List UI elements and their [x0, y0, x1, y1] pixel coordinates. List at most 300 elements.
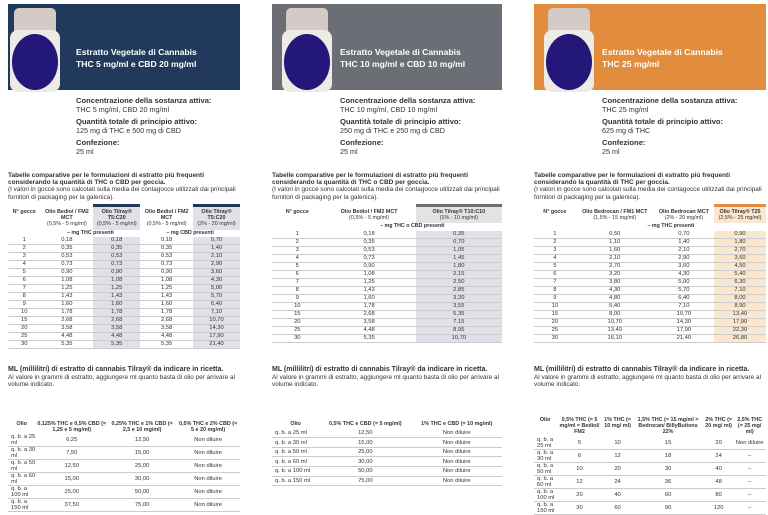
table-cell: 7,10	[714, 286, 766, 294]
table-cell: 7,10	[654, 302, 714, 310]
table-row	[272, 467, 502, 477]
table-cell: 17,90	[654, 326, 714, 334]
table-cell: 0,35	[416, 231, 502, 239]
table-row	[8, 499, 240, 512]
table-cell: Non diluire	[176, 434, 240, 447]
table-cell: 3,58	[323, 318, 416, 326]
ml-caption: ML (millilitri) di estratto di cannabis Tilray® da indicare in ricetta. Al valore in grammi di estratto, aggiungere ml quanto basta di olio per arrivare al volume indicato.	[272, 366, 499, 389]
table-cell: 1,43	[93, 292, 140, 300]
table-row	[8, 460, 240, 473]
table-cell: 0,50	[576, 231, 654, 239]
table-cell: Non diluire	[411, 476, 502, 486]
table-row	[8, 237, 240, 245]
bottle-image	[544, 8, 594, 92]
table-cell: 0,18	[93, 237, 140, 245]
table-cell: 4,30	[654, 270, 714, 278]
table-cell: 7	[272, 278, 323, 286]
table-cell: 60	[603, 501, 632, 514]
product-column-thc10-cbd10	[272, 0, 502, 492]
table-cell: 2,10	[576, 254, 654, 262]
table-cell: 10	[534, 302, 576, 310]
table-cell: 13,40	[576, 326, 654, 334]
table-cell: 8,00	[714, 294, 766, 302]
table-cell: 1,78	[140, 308, 193, 316]
table-cell: Non diluire	[411, 438, 502, 448]
table-row	[272, 438, 502, 448]
table-cell: 10	[8, 308, 40, 316]
table-cell: 0,70	[654, 231, 714, 239]
table-cell: 5,40	[576, 302, 654, 310]
table-row	[8, 332, 240, 340]
table-cell: 9	[8, 300, 40, 308]
table-cell: 5,00	[654, 278, 714, 286]
table-cell: 30	[8, 340, 40, 348]
table-cell: 17,90	[714, 318, 766, 326]
product-column-thc5-cbd20	[8, 0, 240, 512]
table-cell: q. b. a 30 ml	[8, 447, 35, 460]
table-cell: q. b. a 150 ml	[272, 476, 319, 486]
table-caption: Tabelle comparative per le formulazioni di estratto più frequenti considerando la quantità di THC per goccia. (I valori in gocce sono calcolati sulla media dei contagocce utilizzati dai principali fornitori di packaging per la galenica).	[534, 172, 762, 201]
table-row	[534, 310, 766, 318]
table-cell: 15,00	[319, 438, 411, 448]
table-cell: 2,68	[40, 316, 93, 324]
table-cell: 50,00	[108, 486, 176, 499]
table-cell: 1,43	[40, 292, 93, 300]
table-row	[534, 462, 766, 475]
ml-table: Olio 0,5% THC e CBD (= 5 mg/ml) 1% THC e CBD (= 10 mg/ml) q. b. a 25 ml 12,50 Non diluire q. b. a 30 ml 15,00 Non diluire q. b. a 50 ml 25,00 Non diluire q. b. a 60 ml 30,00 Non diluire q. b. a 100 ml 50,00 Non diluire q. b. a 150 ml 75,00 Non diluire	[272, 420, 502, 486]
table-cell: 25,00	[319, 447, 411, 457]
table-cell: 36	[632, 475, 704, 488]
table-row	[8, 292, 240, 300]
table-cell: 6,25	[35, 434, 108, 447]
table-cell: 12,50	[35, 460, 108, 473]
table-cell: 15	[8, 316, 40, 324]
table-cell: 8	[8, 292, 40, 300]
table-cell: 30	[632, 462, 704, 475]
table-cell: 30	[534, 334, 576, 342]
table-cell: 2	[8, 244, 40, 252]
ml-caption: ML (millilitri) di estratto di cannabis Tilray® da indicare in ricetta. Al valore in grammi di estratto, aggiungere ml quanto basta di olio per arrivare al volume indicato.	[8, 366, 235, 389]
table-cell: 12	[556, 475, 603, 488]
table-cell: 5,70	[193, 292, 240, 300]
table-cell: 2,10	[654, 246, 714, 254]
table-cell: 1,40	[654, 238, 714, 246]
table-cell: Non diluire	[733, 437, 766, 450]
table-cell: 1,60	[40, 300, 93, 308]
table-cell: q. b. a 100 ml	[8, 486, 35, 499]
table-caption: Tabelle comparative per le formulazioni di estratto più frequenti considerando la quantità di THC o CBD per goccia. (I valori in gocce sono calcolati sulla media dei contagocce utilizzati dai principali fornitori di packaging per la galenica).	[272, 172, 500, 201]
table-cell: 1,08	[93, 276, 140, 284]
table-cell: 3,58	[93, 324, 140, 332]
table-cell: 15	[632, 437, 704, 450]
table-cell: 5	[272, 262, 323, 270]
table-cell: 0,53	[323, 246, 416, 254]
table-row	[8, 447, 240, 460]
table-cell: 4,48	[40, 332, 93, 340]
table-cell: 6	[534, 270, 576, 278]
table-cell: 3,55	[416, 302, 502, 310]
table-cell: 1,78	[323, 302, 416, 310]
table-cell: Non diluire	[176, 460, 240, 473]
table-cell: 1,05	[416, 246, 502, 254]
table-cell: 8,90	[714, 302, 766, 310]
table-cell: 80	[704, 488, 733, 501]
table-row	[272, 278, 502, 286]
table-cell: 5,35	[140, 340, 193, 348]
table-row	[534, 270, 766, 278]
table-cell: 30	[556, 501, 603, 514]
table-cell: 5,40	[714, 270, 766, 278]
table-row	[272, 246, 502, 254]
table-cell: 1,60	[140, 300, 193, 308]
table-row	[272, 326, 502, 334]
table-row	[534, 326, 766, 334]
table-row	[8, 268, 240, 276]
table-row	[272, 428, 502, 438]
table-cell: 22,30	[714, 326, 766, 334]
table-cell: Non diluire	[176, 447, 240, 460]
table-cell: q. b. a 100 ml	[272, 467, 319, 477]
ml-table: Olio 0,5% THC (= 5 mg/ml = Bediol/ FM2 1% THC (= 10 mg/ ml) 1,5% THC (= 15 mg/ml = Bedrocan/ BillyBuitons 22% 2% THC (= 20 mg/ ml) 2,5% THC (= 25 mg/ ml) q. b. a 25 ml 5 10 15 20 Non diluire q. b. a 30 ml 6 12 18 24 – q. b. a 50 ml 10 20 30 40 – q. b. a 60 ml 12 24 36 48 – q. b. a 100 ml 20 40 60 80 – q. b. a 150 ml 30 60 90 120 –	[534, 416, 766, 515]
table-row	[272, 310, 502, 318]
table-cell: 10,70	[416, 334, 502, 342]
table-row	[272, 447, 502, 457]
table-cell: 20	[272, 318, 323, 326]
table-cell: 2,90	[193, 260, 240, 268]
product-info: Concentrazione della sostanza attiva: THC 10 mg/ml, CBD 10 mg/ml Quantità totale di principio attivo: 250 mg di THC e 250 mg di CBD Confezione: 25 ml	[340, 96, 476, 156]
table-cell: 6,40	[654, 294, 714, 302]
table-row	[534, 318, 766, 326]
table-cell: 8	[272, 286, 323, 294]
table-cell: –	[733, 475, 766, 488]
table-cell: 20	[534, 318, 576, 326]
table-cell: 5,00	[193, 284, 240, 292]
table-cell: 4	[272, 254, 323, 262]
table-cell: 50,00	[319, 467, 411, 477]
table-cell: 8,95	[416, 326, 502, 334]
bottle-image	[10, 8, 60, 92]
table-row	[272, 476, 502, 486]
table-cell: 1	[8, 237, 40, 245]
table-row	[534, 437, 766, 450]
table-row	[534, 231, 766, 239]
table-row	[534, 488, 766, 501]
table-cell: –	[733, 449, 766, 462]
table-cell: 0,35	[140, 244, 193, 252]
table-cell: 7,15	[416, 318, 502, 326]
table-cell: 2,90	[654, 254, 714, 262]
table-cell: 2,70	[576, 262, 654, 270]
table-cell: 24	[603, 475, 632, 488]
table-cell: 7,50	[35, 447, 108, 460]
table-cell: 30,00	[108, 473, 176, 486]
table-row	[534, 294, 766, 302]
table-cell: 75,00	[319, 476, 411, 486]
table-cell: 25,00	[35, 486, 108, 499]
table-cell: 15,00	[108, 447, 176, 460]
table-cell: 3,20	[416, 294, 502, 302]
table-cell: 21,40	[193, 340, 240, 348]
table-cell: 3	[272, 246, 323, 254]
table-cell: 12,50	[319, 428, 411, 438]
table-cell: 4	[8, 260, 40, 268]
table-cell: 1,25	[93, 284, 140, 292]
drops-table: N° gocce Olio Bediol / FM2 MCT (0,5% - 5 mg/ml) Olio Tilray® T10:C10 (1% - 10 mg/ml) – mg THC o CBD presenti 1 0,18 0,35 2 0,35 0,70 3 0,53 1,05 4 0,73 1,45 5 0,90 1,80 6 1,08 2,15 7 1,25 2,50 8 1,43 2,85 9 1,60 3,20 10 1,78 3,55 15 2,68 5,35 20 3,58 7,15 25 4,48 8,95 30 5,35 10,70	[272, 204, 502, 343]
table-cell: 10	[272, 302, 323, 310]
table-cell: 4,50	[714, 262, 766, 270]
table-cell: 3,58	[40, 324, 93, 332]
table-row	[272, 254, 502, 262]
table-cell: 0,18	[40, 237, 93, 245]
table-row	[8, 316, 240, 324]
table-row	[8, 308, 240, 316]
table-cell: 1,78	[93, 308, 140, 316]
table-cell: 4	[534, 254, 576, 262]
table-cell: 48	[704, 475, 733, 488]
table-cell: 6	[272, 270, 323, 278]
label-circle	[12, 34, 58, 90]
table-cell: 1,10	[576, 238, 654, 246]
table-cell: q. b. a 50 ml	[534, 462, 556, 475]
table-row	[8, 252, 240, 260]
table-cell: –	[733, 488, 766, 501]
table-row	[272, 270, 502, 278]
table-cell: 5	[534, 262, 576, 270]
table-cell: 2,15	[416, 270, 502, 278]
table-cell: 1,80	[714, 238, 766, 246]
table-cell: –	[733, 501, 766, 514]
table-cell: 13,40	[714, 310, 766, 318]
table-cell: 20	[603, 462, 632, 475]
table-cell: 9	[272, 294, 323, 302]
table-cell: 2,10	[193, 252, 240, 260]
table-row	[8, 324, 240, 332]
table-row	[534, 334, 766, 342]
table-cell: 5	[556, 437, 603, 450]
table-cell: 120	[704, 501, 733, 514]
table-cell: 75,00	[108, 499, 176, 512]
table-caption: Tabelle comparative per le formulazioni di estratto più frequenti considerando la quantità di THC o CBD per goccia. (I valori in gocce sono calcolati sulla media dei contagocce utilizzati dai principali fornitori di packaging per la galenica).	[8, 172, 236, 201]
table-cell: Non diluire	[176, 486, 240, 499]
table-cell: 7,10	[193, 308, 240, 316]
table-row	[534, 475, 766, 488]
table-cell: q. b. a 60 ml	[272, 457, 319, 467]
table-cell: 4,30	[576, 286, 654, 294]
table-cell: 1,40	[193, 244, 240, 252]
table-row	[272, 318, 502, 326]
table-cell: 1	[534, 231, 576, 239]
table-cell: 3,60	[654, 262, 714, 270]
table-cell: –	[733, 462, 766, 475]
table-cell: Non diluire	[176, 499, 240, 512]
table-row	[534, 302, 766, 310]
product-info: Concentrazione della sostanza attiva: THC 25 mg/ml Quantità totale di principio attivo: 625 mg di THC Confezione: 25 ml	[602, 96, 738, 156]
table-cell: 2	[534, 238, 576, 246]
table-cell: 0,18	[323, 231, 416, 239]
table-cell: 0,53	[40, 252, 93, 260]
table-cell: 40	[704, 462, 733, 475]
table-cell: 4,48	[323, 326, 416, 334]
table-cell: 2,68	[323, 310, 416, 318]
table-cell: 1,08	[323, 270, 416, 278]
table-cell: 0,70	[193, 237, 240, 245]
table-row	[8, 340, 240, 348]
table-cell: 5,35	[323, 334, 416, 342]
table-cell: 1,45	[416, 254, 502, 262]
table-cell: 25	[272, 326, 323, 334]
table-row	[534, 286, 766, 294]
table-row	[8, 486, 240, 499]
table-cell: q. b. a 60 ml	[8, 473, 35, 486]
table-cell: 15	[534, 310, 576, 318]
table-cell: 0,90	[40, 268, 93, 276]
table-cell: 6,30	[714, 278, 766, 286]
table-row	[534, 262, 766, 270]
table-row	[8, 284, 240, 292]
table-row	[534, 254, 766, 262]
table-cell: 2,68	[93, 316, 140, 324]
table-cell: 2,85	[416, 286, 502, 294]
table-cell: 4,48	[93, 332, 140, 340]
table-cell: q. b. a 150 ml	[8, 499, 35, 512]
table-cell: 20	[556, 488, 603, 501]
table-cell: 10,70	[576, 318, 654, 326]
table-cell: q. b. a 50 ml	[272, 447, 319, 457]
table-cell: 16,10	[576, 334, 654, 342]
table-row	[534, 501, 766, 514]
table-cell: 1,43	[323, 286, 416, 294]
table-cell: 12	[603, 449, 632, 462]
table-row	[8, 473, 240, 486]
table-cell: 3,20	[576, 270, 654, 278]
table-cell: 30,00	[319, 457, 411, 467]
table-cell: 0,73	[323, 254, 416, 262]
table-cell: 0,73	[93, 260, 140, 268]
table-cell: 6,40	[193, 300, 240, 308]
table-cell: 1,25	[323, 278, 416, 286]
table-row	[8, 260, 240, 268]
table-cell: 3	[534, 246, 576, 254]
product-title: Estratto Vegetale di Cannabis THC 5 mg/ml e CBD 20 mg/ml	[76, 47, 197, 69]
table-cell: 0,53	[140, 252, 193, 260]
table-cell: 1,43	[140, 292, 193, 300]
table-cell: 9	[534, 294, 576, 302]
table-cell: 0,90	[93, 268, 140, 276]
table-cell: 15	[272, 310, 323, 318]
table-cell: 0,90	[140, 268, 193, 276]
table-cell: 6	[8, 276, 40, 284]
table-cell: 10,70	[654, 310, 714, 318]
table-cell: 37,50	[35, 499, 108, 512]
table-row	[8, 276, 240, 284]
table-cell: 8,00	[576, 310, 654, 318]
table-cell: 0,35	[40, 244, 93, 252]
table-row	[8, 434, 240, 447]
table-cell: 8	[534, 286, 576, 294]
table-cell: 25	[534, 326, 576, 334]
table-cell: 21,40	[654, 334, 714, 342]
table-cell: q. b. a 25 ml	[534, 437, 556, 450]
table-row	[8, 244, 240, 252]
table-cell: 1,80	[416, 262, 502, 270]
table-cell: 5,35	[40, 340, 93, 348]
table-cell: 5,35	[416, 310, 502, 318]
table-cell: 0,18	[140, 237, 193, 245]
table-row	[534, 246, 766, 254]
product-title: Estratto Vegetale di Cannabis THC 10 mg/ml e CBD 10 mg/ml	[340, 47, 466, 69]
table-row	[272, 231, 502, 239]
table-cell: q. b. a 30 ml	[534, 449, 556, 462]
table-cell: q. b. a 30 ml	[272, 438, 319, 448]
table-row	[534, 449, 766, 462]
table-cell: 5,35	[93, 340, 140, 348]
table-row	[272, 262, 502, 270]
table-cell: 1,25	[140, 284, 193, 292]
table-cell: 7	[534, 278, 576, 286]
table-cell: 26,80	[714, 334, 766, 342]
table-row	[8, 300, 240, 308]
product-title: Estratto Vegetale di Cannabis THC 25 mg/ml	[602, 47, 723, 69]
table-cell: 18	[632, 449, 704, 462]
table-cell: 4,48	[140, 332, 193, 340]
ml-table: Olio 0,125% THC e 0,5% CBD (= 1,25 e 5 mg/ml) 0,25% THC e 1% CBD (= 2,5 e 10 mg/ml) 0,5% THC e 2% CBD (= 5 e 20 mg/ml) q. b. a 25 ml 6,25 12,50 Non diluire q. b. a 30 ml 7,50 15,00 Non diluire q. b. a 50 ml 12,50 25,00 Non diluire q. b. a 60 ml 15,00 30,00 Non diluire q. b. a 100 ml 25,00 50,00 Non diluire q. b. a 150 ml 37,50 75,00 Non diluire	[8, 420, 240, 512]
table-cell: 2	[272, 238, 323, 246]
table-cell: 4,80	[576, 294, 654, 302]
table-cell: 1,78	[40, 308, 93, 316]
label-circle	[284, 34, 330, 90]
table-cell: 15,00	[35, 473, 108, 486]
product-column-thc25	[534, 0, 766, 514]
table-cell: 20	[8, 324, 40, 332]
table-cell: Non diluire	[176, 473, 240, 486]
table-cell: 60	[632, 488, 704, 501]
table-cell: 1,25	[40, 284, 93, 292]
label-circle	[546, 34, 592, 90]
table-cell: 90	[632, 501, 704, 514]
table-row	[272, 302, 502, 310]
table-row	[272, 334, 502, 342]
table-cell: q. b. a 25 ml	[8, 434, 35, 447]
table-cell: 0,73	[40, 260, 93, 268]
table-cell: 25	[8, 332, 40, 340]
table-cell: Non diluire	[411, 467, 502, 477]
table-cell: q. b. a 25 ml	[272, 428, 319, 438]
table-cell: 0,35	[93, 244, 140, 252]
drops-table: N° gocce Olio Bedrocan / FM1 MCT (1,5% - 15 mg/ml) Olio Bedrocan MCT (2% - 20 mg/ml) Olio Tilray® T25 (2,5% - 25 mg/ml) – mg THC presenti 1 0,50 0,70 0,90 2 1,10 1,40 1,80 3 1,60 2,10 2,70 4 2,10 2,90 3,60 5 2,70 3,60 4,50 6 3,20 4,30 5,40 7 3,80 5,00 6,30 8 4,30 5,70 7,10 9 4,80 6,40 8,00 10 5,40 7,10 8,90 15 8,00 10,70 13,40 20 10,70 14,30 17,90 25 13,40 17,90 22,30 30 16,10 21,40 26,80	[534, 204, 766, 343]
table-cell: 0,90	[714, 231, 766, 239]
table-row	[272, 457, 502, 467]
table-row	[272, 286, 502, 294]
table-cell: 10	[603, 437, 632, 450]
table-cell: 1,08	[40, 276, 93, 284]
table-cell: 7	[8, 284, 40, 292]
table-cell: 0,70	[416, 238, 502, 246]
product-info: Concentrazione della sostanza attiva: THC 5 mg/ml, CBD 20 mg/ml Quantità totale di principio attivo: 125 mg di THC e 500 mg di CBD Confezione: 25 ml	[76, 96, 212, 156]
table-cell: 20	[704, 437, 733, 450]
table-row	[272, 294, 502, 302]
table-cell: 3,58	[140, 324, 193, 332]
table-cell: 1,60	[323, 294, 416, 302]
table-cell: 10	[556, 462, 603, 475]
table-cell: q. b. a 60 ml	[534, 475, 556, 488]
table-cell: 0,53	[93, 252, 140, 260]
table-row	[534, 238, 766, 246]
table-cell: 2,50	[416, 278, 502, 286]
table-cell: q. b. a 100 ml	[534, 488, 556, 501]
table-cell: 6	[556, 449, 603, 462]
table-cell: 2,70	[714, 246, 766, 254]
table-cell: 4,30	[193, 276, 240, 284]
